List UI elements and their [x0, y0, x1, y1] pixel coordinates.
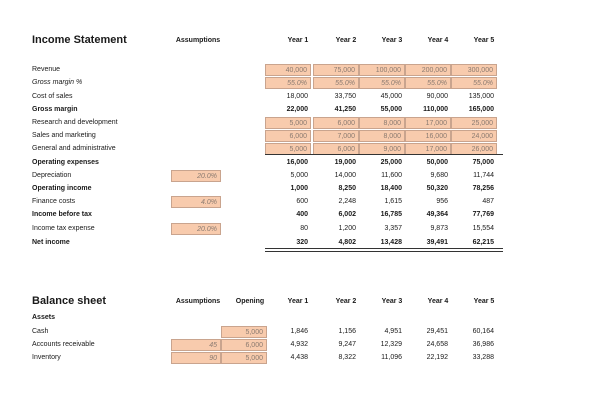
value-cell[interactable]: 6,000 [313, 117, 359, 129]
value-cell[interactable]: 36,986 [472, 341, 494, 348]
value-cell[interactable]: 45,000 [380, 93, 402, 100]
row-label: Accounts receivable [32, 341, 95, 348]
value-cell[interactable]: 19,000 [334, 159, 356, 166]
row-label: Gross margin [32, 106, 78, 113]
value-cell[interactable]: 80 [300, 225, 308, 232]
row-label: General and administrative [32, 145, 116, 152]
row-label: Operating income [32, 185, 92, 192]
value-cell[interactable]: 6,000 [313, 143, 359, 155]
value-cell[interactable]: 6,000 [265, 130, 311, 142]
is-year5-header: Year 5 [473, 37, 495, 44]
value-cell[interactable]: 75,000 [472, 159, 494, 166]
value-cell[interactable]: 16,000 [286, 159, 308, 166]
value-cell[interactable]: 8,250 [338, 185, 356, 192]
assets-row [0, 311, 600, 324]
table-row [0, 325, 600, 338]
row-label: Sales and marketing [32, 132, 96, 139]
table-row [0, 169, 600, 182]
row-label: Research and development [32, 119, 118, 126]
bs-opening-header: Opening [235, 298, 265, 305]
value-cell[interactable]: 200,000 [405, 64, 451, 76]
value-cell[interactable]: 26,000 [451, 143, 497, 155]
value-cell[interactable]: 40,000 [265, 64, 311, 76]
value-cell[interactable]: 487 [482, 198, 494, 205]
value-cell[interactable]: 55,000 [380, 106, 402, 113]
opening-cell[interactable]: 5,000 [221, 326, 267, 338]
assets-label: Assets [32, 314, 55, 321]
value-cell[interactable]: 9,680 [430, 172, 448, 179]
value-cell[interactable]: 1,846 [290, 328, 308, 335]
row-label: Cash [32, 328, 49, 335]
table-row [0, 90, 600, 103]
value-cell[interactable]: 24,658 [426, 341, 448, 348]
value-cell[interactable]: 9,000 [359, 143, 405, 155]
income-statement-title: Income Statement [32, 34, 127, 46]
assumption-cell[interactable]: 4.0% [171, 196, 221, 208]
row-label: Inventory [32, 354, 61, 361]
value-cell[interactable]: 1,615 [384, 198, 402, 205]
value-cell[interactable]: 17,000 [405, 143, 451, 155]
value-cell[interactable]: 8,000 [359, 117, 405, 129]
value-cell[interactable]: 5,000 [290, 172, 308, 179]
value-cell[interactable]: 4,802 [338, 239, 356, 246]
is-assumptions-header: Assumptions [175, 37, 221, 44]
value-cell[interactable]: 55.0% [405, 77, 451, 89]
table-row [0, 103, 600, 116]
value-cell[interactable]: 600 [296, 198, 308, 205]
value-cell[interactable]: 49,364 [426, 211, 448, 218]
bs-year4-header: Year 4 [427, 298, 449, 305]
value-cell[interactable]: 55.0% [359, 77, 405, 89]
value-cell[interactable]: 6,002 [338, 211, 356, 218]
value-cell[interactable]: 22,192 [426, 354, 448, 361]
value-cell[interactable]: 55.0% [313, 77, 359, 89]
assumption-cell[interactable]: 20.0% [171, 223, 221, 235]
value-cell[interactable]: 25,000 [451, 117, 497, 129]
value-cell[interactable]: 33,750 [334, 93, 356, 100]
row-label: Gross margin % [32, 79, 83, 86]
value-cell[interactable]: 165,000 [468, 106, 494, 113]
table-row [0, 76, 600, 89]
table-row [0, 63, 600, 76]
row-label: Cost of sales [32, 93, 73, 100]
value-cell[interactable]: 62,215 [472, 239, 494, 246]
value-cell[interactable]: 78,256 [472, 185, 494, 192]
row-label: Depreciation [32, 172, 72, 179]
value-cell[interactable]: 41,250 [334, 106, 356, 113]
table-row [0, 129, 600, 142]
value-cell[interactable]: 14,000 [334, 172, 356, 179]
value-cell[interactable]: 7,000 [313, 130, 359, 142]
is-year1-header: Year 1 [287, 37, 309, 44]
opening-cell[interactable]: 6,000 [221, 339, 267, 351]
value-cell[interactable]: 11,096 [381, 354, 402, 361]
value-cell[interactable]: 1,000 [290, 185, 308, 192]
value-cell[interactable]: 18,000 [286, 93, 308, 100]
value-cell[interactable]: 22,000 [286, 106, 308, 113]
value-cell[interactable]: 1,156 [338, 328, 356, 335]
value-cell[interactable]: 400 [296, 211, 308, 218]
bs-year3-header: Year 3 [381, 298, 403, 305]
value-cell[interactable]: 39,491 [426, 239, 448, 246]
value-cell[interactable]: 55.0% [451, 77, 497, 89]
value-cell[interactable]: 8,322 [338, 354, 356, 361]
value-cell[interactable]: 5,000 [265, 143, 311, 155]
value-cell[interactable]: 320 [296, 239, 308, 246]
value-cell[interactable]: 4,438 [290, 354, 308, 361]
value-cell[interactable]: 33,288 [472, 354, 494, 361]
opening-cell[interactable]: 5,000 [221, 352, 267, 364]
row-label: Income before tax [32, 211, 92, 218]
value-cell[interactable]: 50,000 [426, 159, 448, 166]
value-cell[interactable]: 17,000 [405, 117, 451, 129]
value-cell[interactable]: 4,951 [384, 328, 402, 335]
value-cell[interactable]: 25,000 [380, 159, 402, 166]
bs-assumptions-header: Assumptions [175, 298, 221, 305]
value-cell[interactable]: 75,000 [313, 64, 359, 76]
table-row [0, 182, 600, 195]
value-cell[interactable]: 956 [436, 198, 448, 205]
is-year4-header: Year 4 [427, 37, 449, 44]
value-cell[interactable]: 9,873 [430, 225, 448, 232]
value-cell[interactable]: 29,451 [426, 328, 448, 335]
value-cell[interactable]: 100,000 [359, 64, 405, 76]
value-cell[interactable]: 60,164 [472, 328, 494, 335]
value-cell[interactable]: 5,000 [265, 117, 311, 129]
value-cell[interactable]: 110,000 [423, 106, 448, 113]
value-cell[interactable]: 3,357 [384, 225, 402, 232]
value-cell[interactable]: 24,000 [451, 130, 497, 142]
value-cell[interactable]: 300,000 [451, 64, 497, 76]
bs-year1-header: Year 1 [287, 298, 309, 305]
value-cell[interactable]: 77,769 [472, 211, 494, 218]
table-row [0, 208, 600, 221]
operating-expenses-rule [265, 154, 503, 155]
assumption-cell[interactable]: 90 [171, 352, 221, 364]
table-row [0, 351, 600, 364]
value-cell[interactable]: 135,000 [468, 93, 494, 100]
row-label: Income tax expense [32, 225, 95, 232]
is-year2-header: Year 2 [335, 37, 357, 44]
row-label: Revenue [32, 66, 61, 73]
assumption-cell[interactable]: 45 [171, 339, 221, 351]
table-row [0, 116, 600, 129]
value-cell[interactable]: 16,785 [380, 211, 402, 218]
value-cell[interactable]: 11,744 [473, 172, 494, 179]
assumption-cell[interactable]: 20.0% [171, 170, 221, 182]
row-label: Net income [32, 239, 70, 246]
value-cell[interactable]: 1,200 [338, 225, 356, 232]
value-cell[interactable]: 50,320 [426, 185, 448, 192]
table-row [0, 156, 600, 169]
value-cell[interactable]: 12,329 [380, 341, 402, 348]
value-cell[interactable]: 55.0% [265, 77, 311, 89]
bs-year2-header: Year 2 [335, 298, 357, 305]
balance-sheet-title: Balance sheet [32, 295, 106, 307]
is-year3-header: Year 3 [381, 37, 403, 44]
value-cell[interactable]: 11,600 [381, 172, 402, 179]
row-label: Operating expenses [32, 159, 99, 166]
value-cell[interactable]: 9,247 [338, 341, 356, 348]
table-row [0, 338, 600, 351]
net-income-double-rule [265, 248, 503, 252]
table-row [0, 195, 600, 208]
value-cell[interactable]: 18,400 [380, 185, 402, 192]
value-cell[interactable]: 16,000 [405, 130, 451, 142]
value-cell[interactable]: 4,932 [290, 341, 308, 348]
value-cell[interactable]: 15,554 [472, 225, 494, 232]
bs-year5-header: Year 5 [473, 298, 495, 305]
value-cell[interactable]: 2,248 [338, 198, 356, 205]
row-label: Finance costs [32, 198, 76, 205]
value-cell[interactable]: 8,000 [359, 130, 405, 142]
value-cell[interactable]: 13,428 [380, 239, 402, 246]
value-cell[interactable]: 90,000 [426, 93, 448, 100]
table-row [0, 222, 600, 235]
